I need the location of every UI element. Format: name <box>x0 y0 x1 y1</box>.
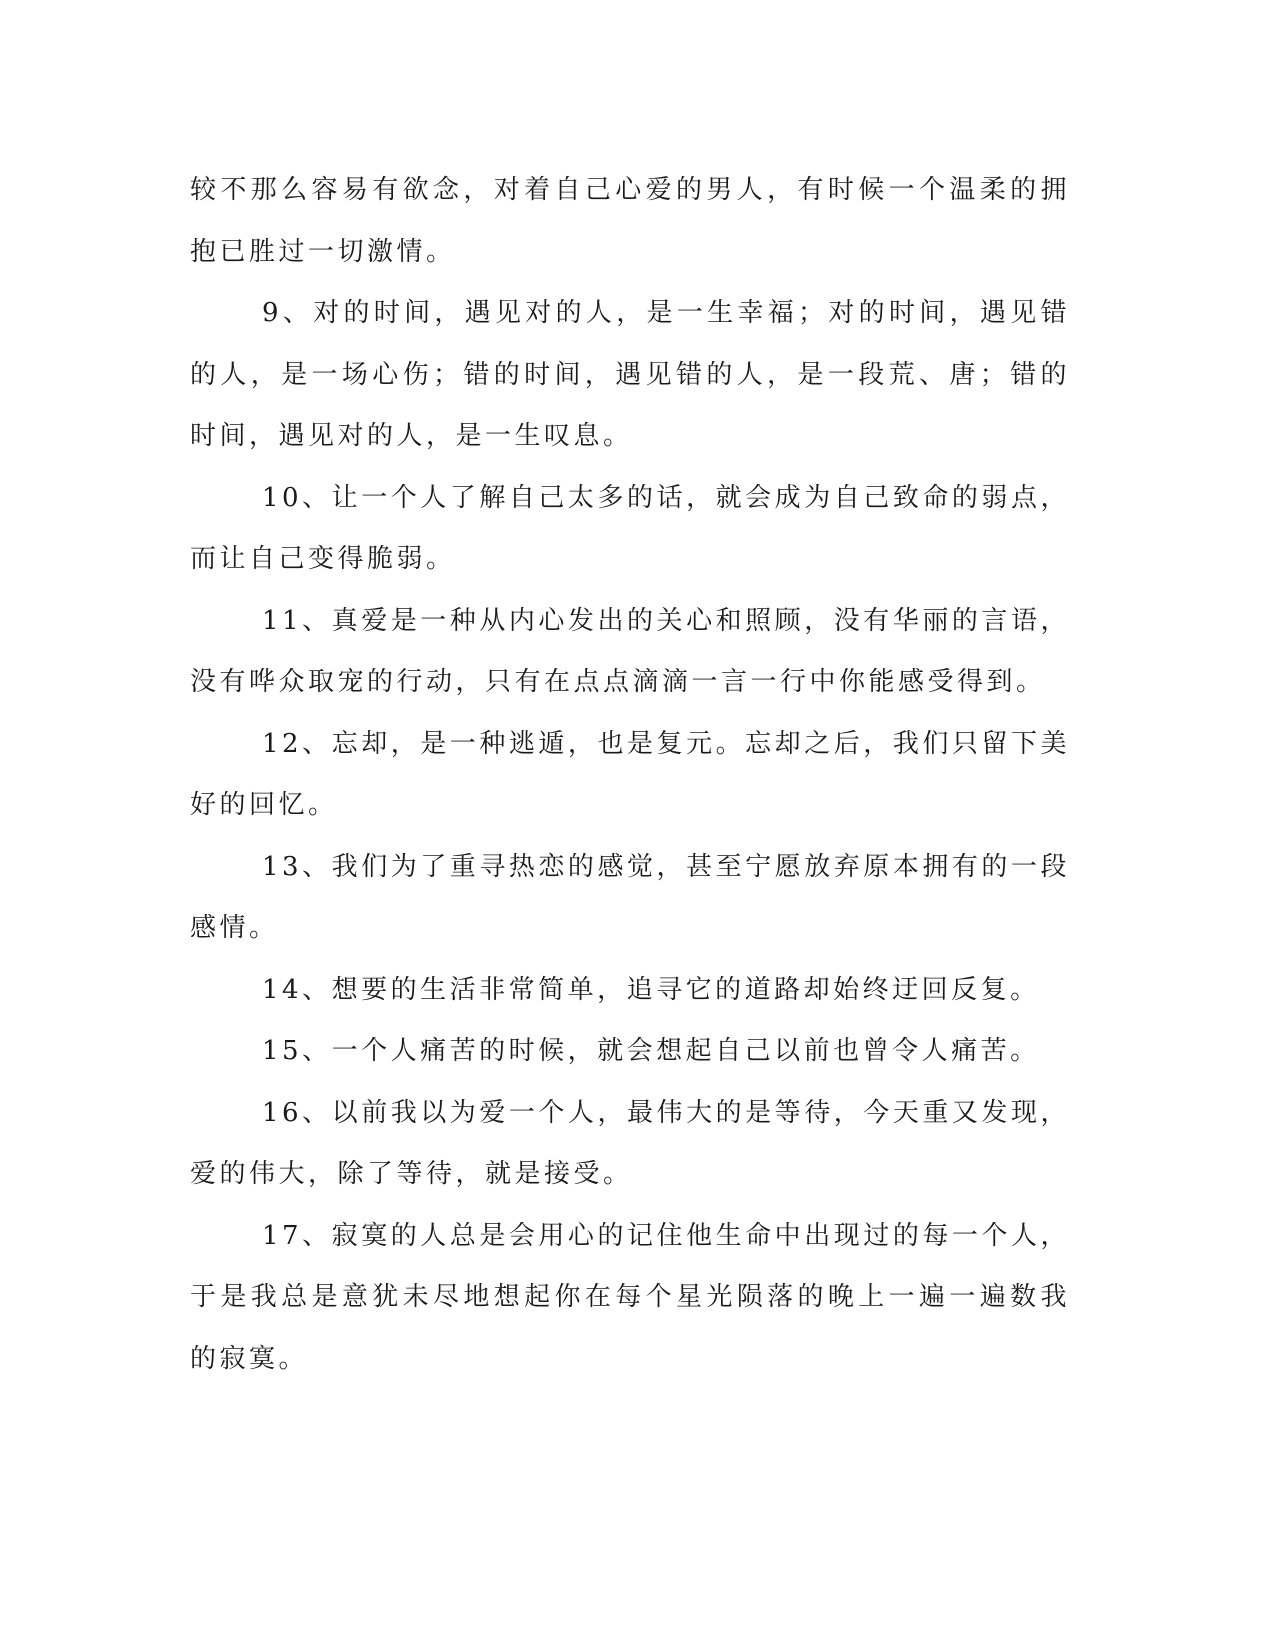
quote-paragraph-13: 13、我们为了重寻热恋的感觉，甚至宁愿放弃原本拥有的一段感情。 <box>190 851 1070 943</box>
quote-paragraph-15: 15、一个人痛苦的时候，就会想起自己以前也曾令人痛苦。 <box>262 1036 1040 1066</box>
quote-paragraph-9: 9、对的时间，遇见对的人，是一生幸福；对的时间，遇见错的人，是一场心伤；错的时间，遇见错的人，是一段荒、唐；错的时间，遇见对的人，是一生叹息。 <box>190 298 1070 451</box>
document-body <box>190 160 1070 1390</box>
quote-paragraph-16: 16、以前我以为爱一个人，最伟大的是等待，今天重又发现，爱的伟大，除了等待，就是接受。 <box>190 1097 1070 1189</box>
quote-paragraph-12: 12、忘却，是一种逃遁，也是复元。忘却之后，我们只留下美好的回忆。 <box>190 728 1070 820</box>
paragraph-continuation: 较不那么容易有欲念，对着自己心爱的男人，有时候一个温柔的拥抱已胜过一切激情。 <box>190 175 1070 267</box>
quote-paragraph-17: 17、寂寞的人总是会用心的记住他生命中出现过的每一个人，于是我总是意犹未尽地想起你在每个星光陨落的晚上一遍一遍数我的寂寞。 <box>190 1220 1070 1374</box>
quote-paragraph-11: 11、真爱是一种从内心发出的关心和照顾，没有华丽的言语，没有哗众取宠的行动，只有在点点滴滴一言一行中你能感受得到。 <box>190 605 1070 697</box>
quote-paragraph-14: 14、想要的生活非常简单，追寻它的道路却始终迂回反复。 <box>262 974 1040 1005</box>
quote-paragraph-10: 10、让一个人了解自己太多的话，就会成为自己致命的弱点，而让自己变得脆弱。 <box>190 482 1070 574</box>
